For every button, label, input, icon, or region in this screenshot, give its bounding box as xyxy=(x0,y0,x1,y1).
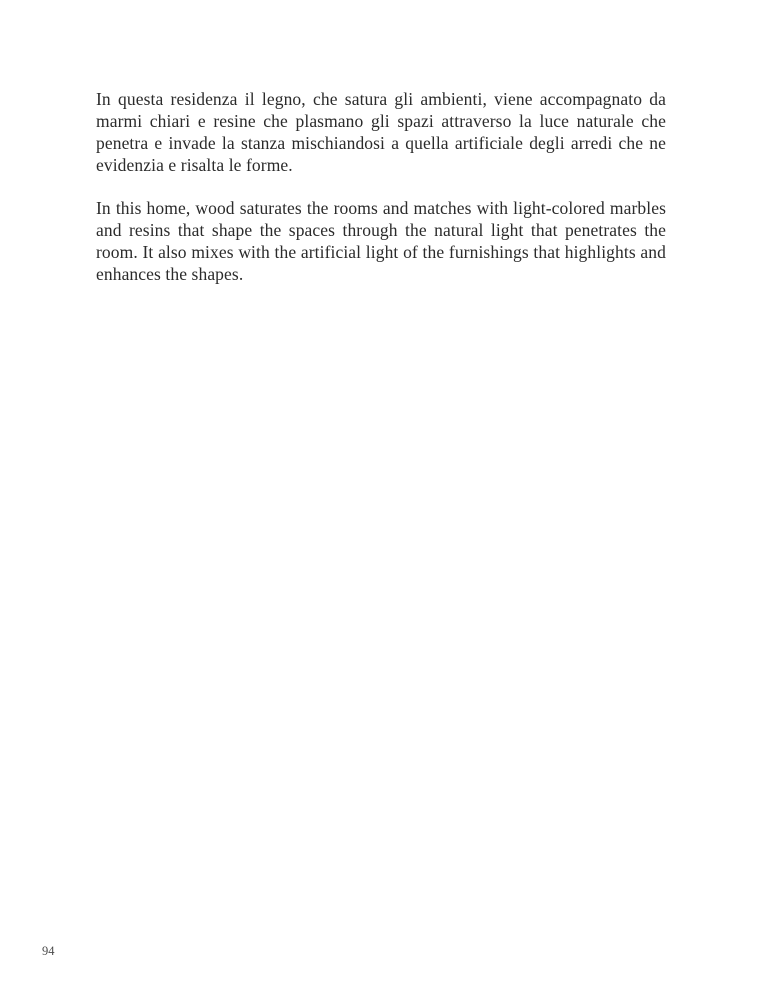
page-number: 94 xyxy=(42,944,55,958)
paragraph-english: In this home, wood saturates the rooms and matches with light-colored marbles and resins that shape the spaces through the natural light that penetrates the room. It also mixes with the artificial light of the furnishings that highlights and enhances the shapes. xyxy=(96,198,666,284)
text-block xyxy=(96,88,666,285)
paragraph-italian: In questa residenza il legno, che satura gli ambienti, viene accompagnato da marmi chiari e resine che plasmano gli spazi attraverso la luce naturale che penetra e invade la stanza mischiandosi a quella artificiale degli arredi che ne evidenzia e risalta le forme. xyxy=(96,89,666,175)
